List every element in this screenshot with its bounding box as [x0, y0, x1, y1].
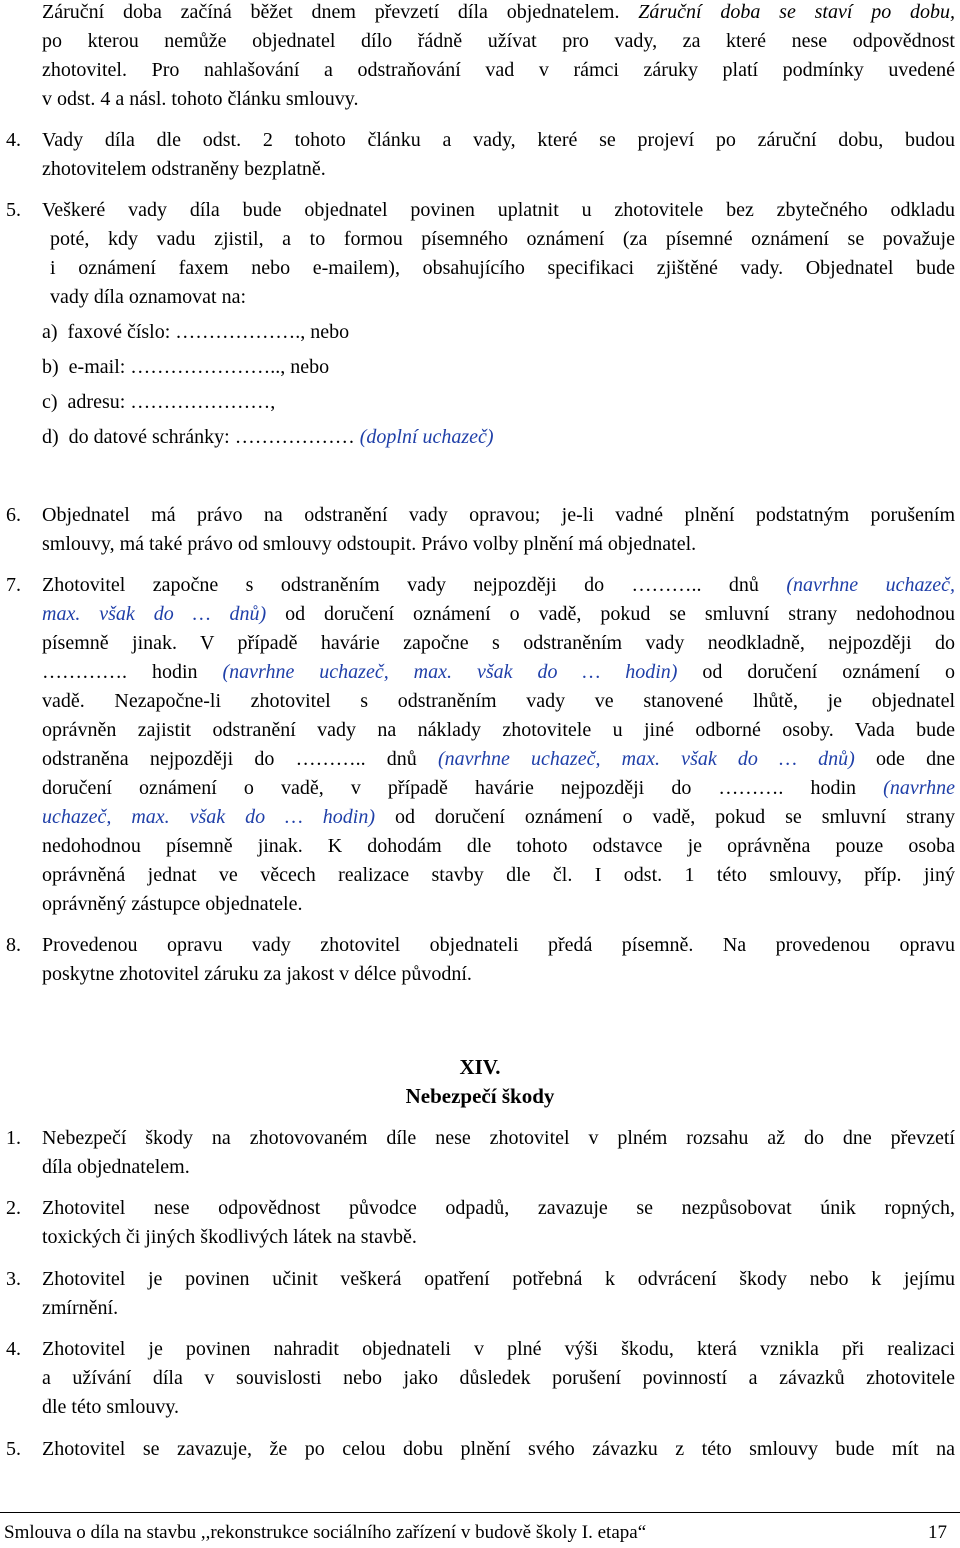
top-line-1b: Záruční doba se staví po dobu, [638, 1, 955, 23]
p7-line-4 [42, 660, 955, 684]
p5-line-4: vady díla oznamovat na: [50, 286, 247, 308]
section-item-number-3: 3. [6, 1268, 21, 1290]
top-line-1 [42, 0, 955, 24]
item-number-6: 6. [6, 504, 21, 526]
p7-line-7b: (navrhne uchazeč, max. však do … dnů) [437, 748, 855, 770]
p5-option-d-text: d) do datové schránky: ……………… [42, 426, 355, 448]
p7-line-6: oprávněn zajistit odstranění vady na náklady zhotovitele u jiné odborné osoby. Vada bude [42, 719, 955, 741]
p7-line-7a: odstraněna nejpozději do ……….. dnů [42, 748, 438, 770]
section-item-number-5: 5. [6, 1438, 21, 1460]
section-item-number-2: 2. [6, 1197, 21, 1219]
p7-line-2a: max. však do … dnů) [42, 603, 267, 625]
p7-line-10: nedohodnou písemně jinak. K dohodám dle tohoto odstavce je oprávněna pouze osoba [42, 835, 955, 857]
top-line-2: po kterou nemůže objednatel dílo řádně užívat pro vady, za které nese odpovědnost [42, 30, 955, 52]
top-line-3 [42, 58, 955, 82]
p6-line-2: smlouvy, má také právo od smlouvy odstoupit. Právo volby plnění má objednatel. [42, 533, 697, 555]
item-number-8: 8. [6, 934, 21, 956]
footer-divider [0, 1512, 960, 1513]
p7-line-9b: od doručení oznámení o vadě, pokud se smluvní strany [375, 806, 955, 828]
p7-line-12: oprávněný zástupce objednatele. [42, 893, 303, 915]
p7-line-1b: (navrhne uchazeč, [786, 574, 956, 596]
p7-line-1 [42, 573, 955, 597]
p4-line-1 [42, 128, 955, 152]
p7-line-9a: uchazeč, max. však do … hodin) [42, 806, 376, 828]
p7-line-5: vadě. Nezapočne-li zhotovitel s odstraněním vady ve stanovené lhůtě, je objednatel [42, 690, 955, 712]
p7-line-8 [42, 776, 955, 800]
p7-line-8a: doručení oznámení o vadě, v případě havárie nejpozději do ………. hodin [42, 777, 884, 799]
p5-line-2: poté, kdy vadu zjistil, a to formou písemného oznámení (za písemné oznámení se považuje [50, 228, 955, 250]
p7-line-4a: …………. hodin [42, 661, 223, 683]
s2-line-1: Zhotovitel nese odpovědnost původce odpadů, zavazuje se nezpůsobovat únik ropných, [42, 1197, 955, 1219]
p7-line-2 [42, 602, 955, 626]
footer-title: Smlouva o díla na stavbu ,,rekonstrukce sociálního zařízení v budově školy I. etapa“ [4, 1522, 647, 1543]
p5-option-a: a) faxové číslo: ………………., nebo [42, 321, 350, 343]
top-line-4: v odst. 4 a násl. tohoto článku smlouvy. [42, 88, 359, 110]
section-item-number-4: 4. [6, 1338, 21, 1360]
p5-option-d-note: (doplní uchazeč) [359, 426, 494, 448]
s3-line-1: Zhotovitel je povinen učinit veškerá opatření potřebná k odvrácení škody nebo k jejímu [42, 1268, 955, 1290]
p7-line-4b: (navrhne uchazeč, max. však do … hodin) [222, 661, 678, 683]
section-title: Nebezpečí škody [405, 1084, 555, 1108]
page-number: 17 [928, 1522, 947, 1543]
s2-line-2: toxických či jiných škodlivých látek na stavbě. [42, 1226, 417, 1248]
s3-line-2: zmírnění. [42, 1297, 119, 1319]
p5-line-3: i oznámení faxem nebo e-mailem), obsahujícího specifikaci zjištěné vady. Objednatel bude [50, 257, 955, 279]
p7-line-3: písemně jinak. V případě havárie započne s odstraněním vady neodkladně, nejpozději do [42, 632, 955, 654]
item-number-5: 5. [6, 199, 21, 221]
top-line-3a: zhotovitel. [42, 59, 152, 81]
p4-line-1a: Vady díla dle odst. [42, 129, 263, 151]
s4-line-3: dle této smlouvy. [42, 1396, 180, 1418]
p8-line-1: Provedenou opravu vady zhotovitel objednateli předá písemně. Na provedenou opravu [42, 934, 955, 956]
p7-line-8b: (navrhne [883, 777, 955, 799]
p7-line-7 [42, 747, 955, 771]
s4-line-1: Zhotovitel je povinen nahradit objednateli v plné výši škodu, která vznikla při realizaci [42, 1338, 955, 1360]
p7-line-1a: Zhotovitel započne s odstraněním vady nejpozději do ……….. dnů [42, 574, 787, 596]
p4-line-1b: 2 tohoto článku a vady, které se projeví po záruční dobu, budou [262, 129, 955, 151]
p5-option-b: b) e-mail: ………………….., nebo [42, 356, 330, 378]
top-line-3b: Pro nahlašování a odstraňování vad v rámci záruky platí podmínky uvedené [151, 59, 956, 81]
p7-line-9 [42, 805, 955, 829]
section-number: XIV. [459, 1055, 501, 1079]
p4-line-2: zhotovitelem odstraněny bezplatně. [42, 158, 326, 180]
p5-option-c: c) adresu: …………………, [42, 391, 276, 413]
s1-line-2: díla objednatelem. [42, 1156, 190, 1178]
p7-line-4c: od doručení oznámení o [677, 661, 956, 683]
s1-line-1: Nebezpečí škody na zhotovovaném díle nese zhotovitel v plném rozsahu až do dne převzetí [42, 1127, 955, 1149]
item-number-7: 7. [6, 574, 21, 596]
p7-line-11: oprávněná jednat ve věcech realizace stavby dle čl. I odst. 1 této smlouvy, příp. jiný [42, 864, 955, 886]
top-line-1a: Záruční doba začíná běžet dnem převzetí díla objednatelem. [42, 1, 639, 23]
p8-line-2: poskytne zhotovitel záruku za jakost v délce původní. [42, 963, 472, 985]
section-item-number-1: 1. [6, 1127, 21, 1149]
p7-line-2b: od doručení oznámení o vadě, pokud se smluvní strany nedohodnou [266, 603, 955, 625]
p7-line-7c: ode dne [854, 748, 955, 770]
item-number-4: 4. [6, 129, 21, 151]
p5-option-d [42, 425, 494, 449]
p5-line-1: Veškeré vady díla bude objednatel povinen uplatnit u zhotovitele bez zbytečného odkladu [42, 199, 955, 221]
s4-line-2: a užívání díla v souvislosti nebo jako důsledek porušení povinností a závazků zhotovitele [42, 1367, 955, 1389]
s5-line-1: Zhotovitel se zavazuje, že po celou dobu plnění svého závazku z této smlouvy bude mít na [42, 1438, 955, 1460]
p6-line-1: Objednatel má právo na odstranění vady opravou; je-li vadné plnění podstatným porušením [42, 504, 955, 526]
